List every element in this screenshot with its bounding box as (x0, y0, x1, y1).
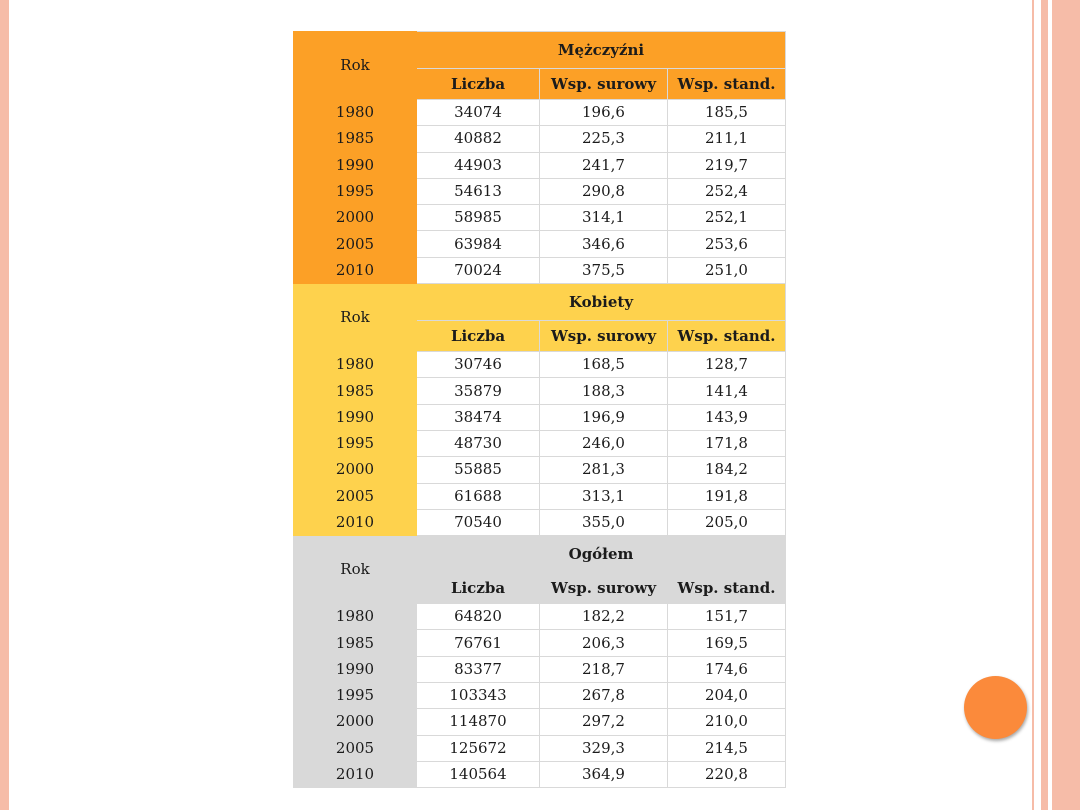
section-title: Mężczyźni (417, 32, 786, 69)
section-header-total (294, 536, 786, 573)
liczba-cell: 70024 (417, 257, 540, 283)
table-row (294, 100, 786, 126)
table-row (294, 404, 786, 430)
surowy-cell: 364,9 (540, 761, 668, 787)
stand-cell: 252,4 (668, 178, 786, 204)
rok-header: Rok (294, 284, 417, 352)
year-cell: 1990 (294, 404, 417, 430)
year-cell: 2010 (294, 257, 417, 283)
stand-cell: 205,0 (668, 509, 786, 535)
stand-cell: 214,5 (668, 735, 786, 761)
surowy-cell: 241,7 (540, 152, 668, 178)
slide-left-border (0, 0, 9, 810)
table-row (294, 457, 786, 483)
table-row (294, 683, 786, 709)
year-cell: 1990 (294, 152, 417, 178)
table-row (294, 178, 786, 204)
table-row (294, 709, 786, 735)
table-row (294, 630, 786, 656)
year-cell: 1980 (294, 100, 417, 126)
surowy-cell: 196,9 (540, 404, 668, 430)
surowy-cell: 313,1 (540, 483, 668, 509)
stand-cell: 219,7 (668, 152, 786, 178)
stand-cell: 220,8 (668, 761, 786, 787)
year-cell: 1990 (294, 656, 417, 682)
stand-cell: 169,5 (668, 630, 786, 656)
year-cell: 1995 (294, 430, 417, 456)
slide-right-stripe (1052, 0, 1080, 810)
surowy-cell: 182,2 (540, 604, 668, 630)
liczba-cell: 54613 (417, 178, 540, 204)
surowy-cell: 168,5 (540, 352, 668, 378)
year-cell: 2005 (294, 735, 417, 761)
section-title: Kobiety (417, 284, 786, 321)
stand-cell: 141,4 (668, 378, 786, 404)
year-cell: 2000 (294, 205, 417, 231)
table-row (294, 509, 786, 535)
section-header-women (294, 284, 786, 321)
liczba-cell: 125672 (417, 735, 540, 761)
year-cell: 2005 (294, 231, 417, 257)
stand-cell: 143,9 (668, 404, 786, 430)
table-row (294, 205, 786, 231)
rok-header: Rok (294, 536, 417, 604)
liczba-cell: 44903 (417, 152, 540, 178)
liczba-cell: 70540 (417, 509, 540, 535)
column-header: Wsp. surowy (540, 321, 668, 352)
surowy-cell: 267,8 (540, 683, 668, 709)
surowy-cell: 290,8 (540, 178, 668, 204)
liczba-cell: 58985 (417, 205, 540, 231)
table-row (294, 126, 786, 152)
surowy-cell: 246,0 (540, 430, 668, 456)
table-row (294, 231, 786, 257)
stand-cell: 251,0 (668, 257, 786, 283)
surowy-cell: 314,1 (540, 205, 668, 231)
surowy-cell: 346,6 (540, 231, 668, 257)
stand-cell: 210,0 (668, 709, 786, 735)
stand-cell: 253,6 (668, 231, 786, 257)
stand-cell: 211,1 (668, 126, 786, 152)
surowy-cell: 281,3 (540, 457, 668, 483)
table-row (294, 735, 786, 761)
table-row (294, 430, 786, 456)
table-row (294, 604, 786, 630)
surowy-cell: 375,5 (540, 257, 668, 283)
table-row (294, 152, 786, 178)
liczba-cell: 64820 (417, 604, 540, 630)
year-cell: 1980 (294, 604, 417, 630)
stand-cell: 174,6 (668, 656, 786, 682)
liczba-cell: 61688 (417, 483, 540, 509)
liczba-cell: 40882 (417, 126, 540, 152)
stand-cell: 185,5 (668, 100, 786, 126)
table-row (294, 483, 786, 509)
liczba-cell: 63984 (417, 231, 540, 257)
year-cell: 1985 (294, 126, 417, 152)
slide-right-stripe (1032, 0, 1034, 810)
table-row (294, 378, 786, 404)
surowy-cell: 297,2 (540, 709, 668, 735)
surowy-cell: 206,3 (540, 630, 668, 656)
column-header: Wsp. stand. (668, 321, 786, 352)
table-row (294, 656, 786, 682)
stand-cell: 204,0 (668, 683, 786, 709)
year-cell: 1995 (294, 683, 417, 709)
section-header-men (294, 32, 786, 69)
liczba-cell: 34074 (417, 100, 540, 126)
stand-cell: 128,7 (668, 352, 786, 378)
decorative-circle (964, 676, 1027, 739)
year-cell: 1985 (294, 378, 417, 404)
year-cell: 1985 (294, 630, 417, 656)
liczba-cell: 55885 (417, 457, 540, 483)
table-row (294, 352, 786, 378)
surowy-cell: 188,3 (540, 378, 668, 404)
column-header: Liczba (417, 321, 540, 352)
table-row (294, 761, 786, 787)
rok-header: Rok (294, 32, 417, 100)
liczba-cell: 103343 (417, 683, 540, 709)
column-header: Liczba (417, 69, 540, 100)
column-header: Wsp. surowy (540, 573, 668, 604)
liczba-cell: 114870 (417, 709, 540, 735)
slide-right-stripe (1041, 0, 1048, 810)
column-header: Wsp. stand. (668, 573, 786, 604)
surowy-cell: 355,0 (540, 509, 668, 535)
table-row (294, 257, 786, 283)
stand-cell: 171,8 (668, 430, 786, 456)
liczba-cell: 38474 (417, 404, 540, 430)
column-header: Wsp. stand. (668, 69, 786, 100)
year-cell: 2000 (294, 457, 417, 483)
year-cell: 1980 (294, 352, 417, 378)
liczba-cell: 30746 (417, 352, 540, 378)
year-cell: 2005 (294, 483, 417, 509)
surowy-cell: 218,7 (540, 656, 668, 682)
surowy-cell: 329,3 (540, 735, 668, 761)
year-cell: 2010 (294, 509, 417, 535)
liczba-cell: 48730 (417, 430, 540, 456)
stand-cell: 184,2 (668, 457, 786, 483)
column-header: Wsp. surowy (540, 69, 668, 100)
year-cell: 2010 (294, 761, 417, 787)
liczba-cell: 35879 (417, 378, 540, 404)
liczba-cell: 140564 (417, 761, 540, 787)
stand-cell: 151,7 (668, 604, 786, 630)
surowy-cell: 196,6 (540, 100, 668, 126)
column-header: Liczba (417, 573, 540, 604)
surowy-cell: 225,3 (540, 126, 668, 152)
statistics-table (293, 31, 786, 788)
year-cell: 1995 (294, 178, 417, 204)
year-cell: 2000 (294, 709, 417, 735)
section-title: Ogółem (417, 536, 786, 573)
liczba-cell: 83377 (417, 656, 540, 682)
stand-cell: 252,1 (668, 205, 786, 231)
liczba-cell: 76761 (417, 630, 540, 656)
stand-cell: 191,8 (668, 483, 786, 509)
